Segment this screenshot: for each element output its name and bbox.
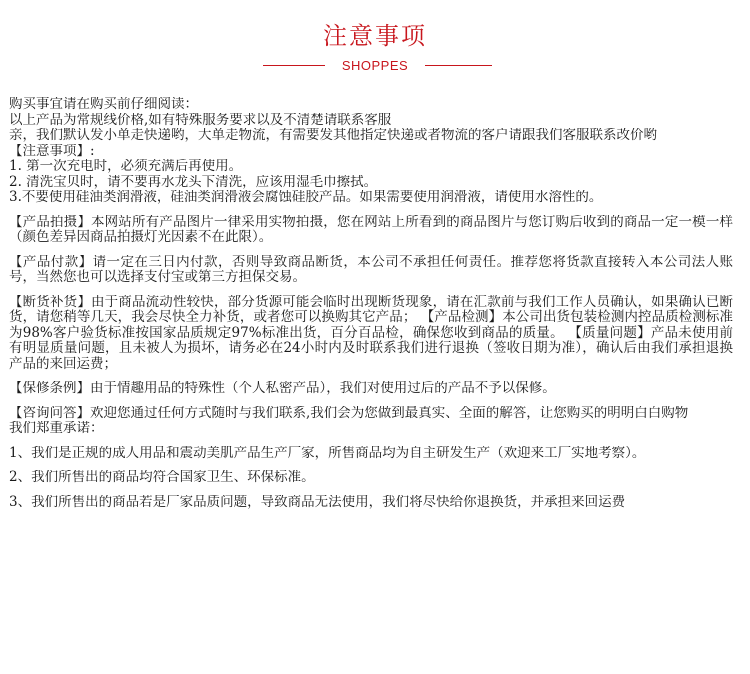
notes-item-3: 3.不要使用硅油类润滑液，硅油类润滑液会腐蚀硅胶产品。如果需要使用润滑液，请使用水溶性的。 [9, 190, 603, 205]
page-title: 注意事项 [323, 22, 427, 50]
photos-section: 【产品拍摄】本网站所有产品图片一律采用实物拍摄，您在网站上所看到的商品图片与您订购后收到的商品一定一模一样（颜色差异因商品拍摄灯光因素不在此限）。 [9, 214, 733, 245]
restock-section: 【断货补货】由于商品流动性较快，部分货源可能会临时出现断货现象，请在汇款前与我们工作人员确认，如果确认已断货，请您稍等几天，我会尽快全力补货，或者您可以换购其它产品； 【产品检测】本公司出货包装检测内控品质检测标准为98%客户验货标准按国家品质规定97%标准出货，百分百品检，确保您收到商品的质量。 【质量问题】产品未使用前有明显质量问题，且未被人为损坏，请务必在24小时内及时联系我们进行退换（签收日期为准），确认后由我们承担退换产品的来回运费； [9, 294, 733, 372]
promise-item-1: 1、我们是正规的成人用品和震动美肌产品生产厂家，所售商品均为自主研发生产（欢迎来工厂实地考察）。 [9, 445, 646, 461]
page-header [0, 0, 750, 80]
notes-item-1: 1. 第一次充电时，必须充满后再使用。 [9, 159, 243, 174]
spacer [9, 286, 733, 295]
divider-left [263, 65, 325, 66]
promise-heading: 我们郑重承诺： [9, 421, 104, 436]
spacer [9, 397, 733, 406]
divider-right [425, 65, 492, 66]
payment-section: 【产品付款】请一定在三日内付款，否则导致商品断货，本公司不承担任何责任。推荐您将货款直接转入本公司法人账号，当然您也可以选择支付宝或第三方担保交易。 [9, 254, 733, 285]
subtitle-row [0, 56, 750, 76]
intro-line-2: 以上产品为常规线价格,如有特殊服务要求以及不清楚请联系客服 [9, 112, 392, 128]
intro-line-1: 购买事宜请在购买前仔细阅读： [9, 97, 198, 112]
spacer [9, 372, 733, 381]
spacer [9, 246, 733, 255]
spacer [9, 206, 733, 215]
notes-heading: 【注意事项】: [9, 143, 95, 159]
promise-item-2: 2、我们所售出的商品均符合国家卫生、环保标准。 [9, 470, 315, 485]
notice-content [9, 97, 733, 510]
page-subtitle: SHOPPES [341, 58, 409, 73]
spacer [9, 437, 733, 446]
promise-item-3: 3、我们所售出的商品若是厂家品质问题，导致商品无法使用，我们将尽快给你退换货，并承担来回运费 [9, 494, 626, 510]
warranty-section: 【保修条例】由于情趣用品的特殊性（个人私密产品），我们对使用过后的产品不予以保修。 [9, 381, 556, 396]
spacer [9, 461, 733, 470]
intro-line-3: 亲，我们默认发小单走快递哟，大单走物流，有需要发其他指定快递或者物流的客户请跟我们客服联系改价哟 [9, 128, 657, 143]
notes-item-2: 2. 清洗宝贝时，请不要再水龙头下清洗，应该用湿毛巾擦拭。 [9, 174, 378, 190]
contact-section: 【咨询问答】欢迎您通过任何方式随时与我们联系,我们会为您做到最真实、全面的解答，让您购买的明明白白购物 [9, 405, 689, 421]
spacer [9, 486, 733, 495]
